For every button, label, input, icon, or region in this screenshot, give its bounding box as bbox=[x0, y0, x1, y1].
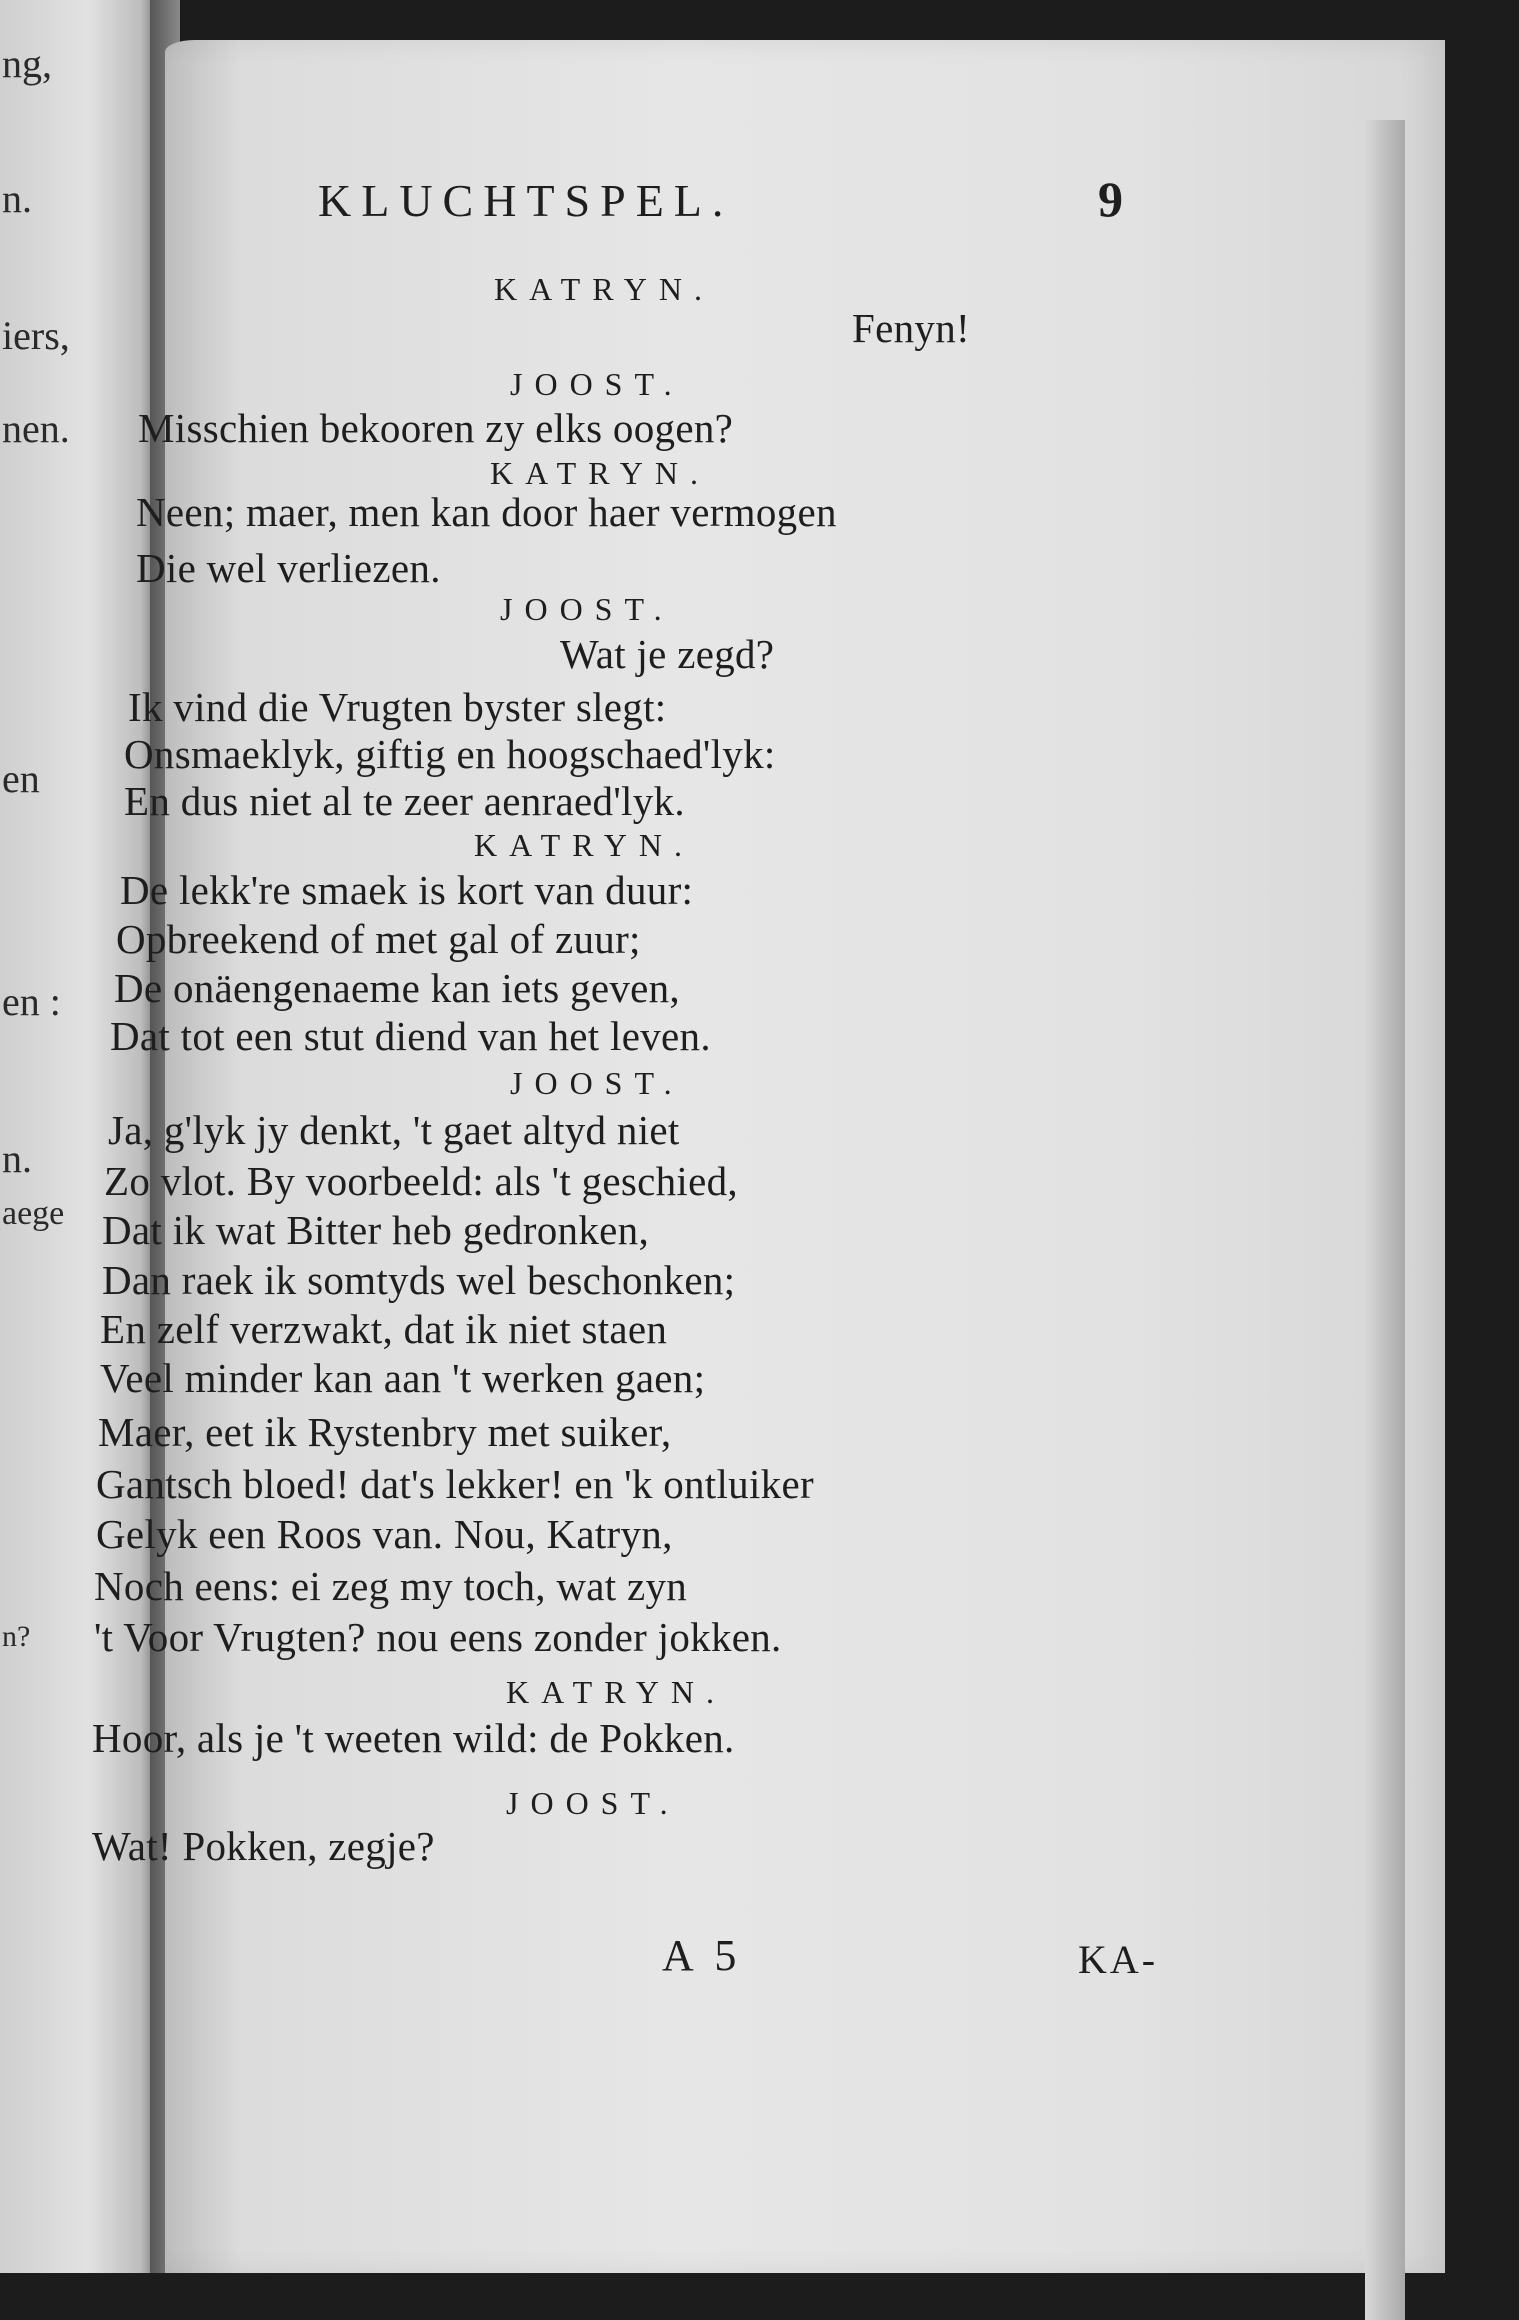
verse-line: Ja, g'lyk jy denkt, 't gaet altyd niet bbox=[108, 1107, 680, 1153]
signature-mark: A 5 bbox=[662, 1931, 743, 1980]
speaker-name: KATRYN. bbox=[506, 1674, 727, 1710]
verse-line: Neen; maer, men kan door haer vermogen bbox=[136, 489, 837, 535]
left-page-fragment: aege bbox=[2, 1195, 65, 1232]
verse-line: Wat je zegd? bbox=[560, 631, 775, 677]
verse-line: Die wel verliezen. bbox=[136, 545, 441, 591]
verse-line: 't Voor Vrugten? nou eens zonder jokken. bbox=[94, 1614, 782, 1660]
left-page-fragment: en bbox=[2, 756, 40, 801]
verse-line: Veel minder kan aan 't werken gaen; bbox=[100, 1355, 706, 1401]
left-page-fragment: en : bbox=[2, 979, 61, 1024]
verse-line: De onäengenaeme kan iets geven, bbox=[114, 965, 680, 1011]
verse-line: En dus niet al te zeer aenraed'lyk. bbox=[124, 778, 685, 824]
verse-line: Onsmaeklyk, giftig en hoogschaed'lyk: bbox=[124, 731, 776, 777]
speaker-name: KATRYN. bbox=[490, 455, 711, 491]
speaker-name: KATRYN. bbox=[494, 271, 715, 307]
left-page-fragment: n. bbox=[2, 176, 32, 221]
verse-line: Ik vind die Vrugten byster slegt: bbox=[128, 684, 667, 730]
verse-line: Hoor, als je 't weeten wild: de Pokken. bbox=[92, 1715, 735, 1761]
verse-line: Dan raek ik somtyds wel beschonken; bbox=[102, 1257, 736, 1303]
speaker-name: JOOST. bbox=[510, 1065, 684, 1101]
left-page-fragment: n. bbox=[2, 1136, 32, 1181]
running-head: KLUCHTSPEL. bbox=[318, 175, 734, 226]
verse-line: Maer, eet ik Rystenbry met suiker, bbox=[98, 1409, 672, 1455]
page-number: 9 bbox=[1098, 171, 1124, 227]
speaker-name: JOOST. bbox=[510, 366, 684, 402]
verse-line: Misschien bekooren zy elks oogen? bbox=[138, 405, 734, 451]
verse-line: En zelf verzwakt, dat ik niet staen bbox=[100, 1306, 668, 1352]
verse-line: Dat tot een stut diend van het leven. bbox=[110, 1013, 711, 1059]
left-page-fragment: nen. bbox=[2, 406, 70, 451]
verse-line: Dat ik wat Bitter heb gedronken, bbox=[102, 1207, 650, 1253]
speaker-name: JOOST. bbox=[506, 1785, 680, 1821]
verse-line: De lekk're smaek is kort van duur: bbox=[120, 867, 694, 913]
verse-line: Zo vlot. By voorbeeld: als 't geschied, bbox=[104, 1158, 738, 1204]
catchword: KA- bbox=[1078, 1937, 1159, 1982]
verse-line: Gantsch bloed! dat's lekker! en 'k ontluiker bbox=[96, 1461, 814, 1507]
page-edge-shadow bbox=[1365, 120, 1405, 2320]
left-page-fragment: ng, bbox=[2, 41, 52, 86]
speaker-name: JOOST. bbox=[500, 591, 674, 627]
verse-line: Opbreekend of met gal of zuur; bbox=[116, 916, 641, 962]
left-page-fragment: iers, bbox=[2, 313, 70, 358]
verse-line: Gelyk een Roos van. Nou, Katryn, bbox=[96, 1511, 673, 1557]
verse-line: Fenyn! bbox=[852, 305, 970, 351]
verse-line: Noch eens: ei zeg my toch, wat zyn bbox=[94, 1563, 688, 1609]
speaker-name: KATRYN. bbox=[474, 827, 695, 863]
left-page-fragment: n? bbox=[2, 1620, 31, 1653]
verse-line: Wat! Pokken, zegje? bbox=[92, 1823, 435, 1869]
